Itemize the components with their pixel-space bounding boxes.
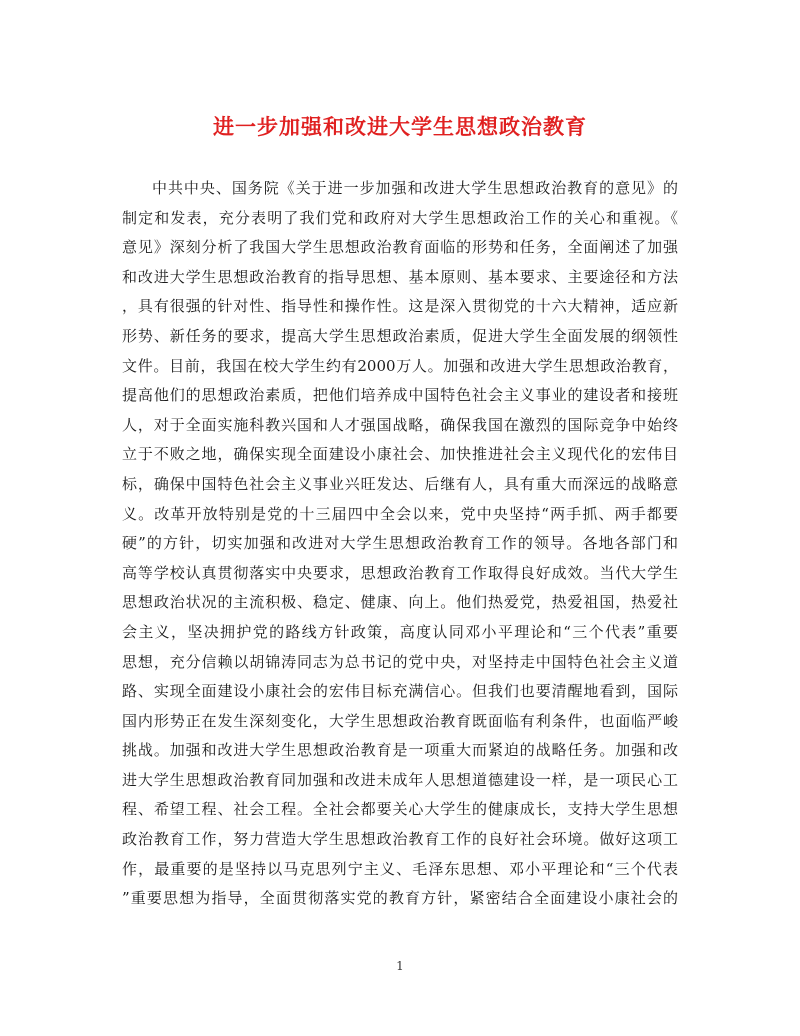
text-line: 程、希望工程、社会工程。全社会都要关心大学生的健康成长，支持大学生思想	[122, 800, 678, 819]
text-line: 提高他们的思想政治素质，把他们培养成中国特色社会主义事业的建设者和接班	[122, 386, 678, 405]
text-line: 标，确保中国特色社会主义事业兴旺发达、后继有人，具有重大而深远的战略意	[122, 474, 678, 493]
document-body	[122, 174, 678, 914]
text-line: 挑战。加强和改进大学生思想政治教育是一项重大而紧迫的战略任务。加强和改	[122, 741, 678, 760]
text-line: ，具有很强的针对性、指导性和操作性。这是深入贯彻党的十六大精神，适应新	[122, 297, 678, 316]
text-line: 政治教育工作，努力营造大学生思想政治教育工作的良好社会环境。做好这项工	[122, 830, 678, 849]
text-line: 硬”的方针，切实加强和改进对大学生思想政治教育工作的领导。各地各部门和	[122, 534, 678, 553]
text-line: 立于不败之地，确保实现全面建设小康社会、加快推进社会主义现代化的宏伟目	[122, 445, 678, 464]
text-line: 高等学校认真贯彻落实中央要求，思想政治教育工作取得良好成效。当代大学生	[122, 563, 678, 582]
text-line: 中共中央、国务院《关于进一步加强和改进大学生思想政治教育的意见》的	[152, 179, 678, 197]
text-line: 国内形势正在发生深刻变化，大学生思想政治教育既面临有利条件，也面临严峻	[122, 711, 678, 730]
text-line: 人，对于全面实施科教兴国和人才强国战略，确保我国在激烈的国际竞争中始终	[122, 415, 678, 434]
text-line: 意见》深刻分析了我国大学生思想政治教育面临的形势和任务，全面阐述了加强	[122, 238, 678, 257]
document-title: 进一步加强和改进大学生思想政治教育	[213, 114, 587, 139]
text-line: 作，最重要的是坚持以马克思列宁主义、毛泽东思想、邓小平理论和“三个代表	[122, 859, 678, 878]
page-number: 1	[396, 959, 404, 973]
text-line: 义。改革开放特别是党的十三届四中全会以来，党中央坚持“两手抓、两手都要	[122, 504, 678, 523]
text-line: 形势、新任务的要求，提高大学生思想政治素质，促进大学生全面发展的纲领性	[122, 326, 678, 345]
text-line: 文件。目前，我国在校大学生约有2000万人。加强和改进大学生思想政治教育，	[122, 356, 678, 375]
text-line: 思想政治状况的主流积极、稳定、健康、向上。他们热爱党，热爱祖国，热爱社	[122, 593, 678, 612]
text-line: 制定和发表，充分表明了我们党和政府对大学生思想政治工作的关心和重视。《	[122, 208, 678, 227]
text-line: 进大学生思想政治教育同加强和改进未成年人思想道德建设一样，是一项民心工	[122, 770, 678, 789]
text-line: 路、实现全面建设小康社会的宏伟目标充满信心。但我们也要清醒地看到，国际	[122, 682, 678, 701]
text-line: ”重要思想为指导，全面贯彻落实党的教育方针，紧密结合全面建设小康社会的	[122, 889, 678, 908]
text-line: 和改进大学生思想政治教育的指导思想、基本原则、基本要求、主要途径和方法	[122, 267, 678, 286]
text-line: 会主义，坚决拥护党的路线方针政策，高度认同邓小平理论和“三个代表”重要	[122, 622, 678, 641]
text-line: 思想，充分信赖以胡锦涛同志为总书记的党中央，对坚持走中国特色社会主义道	[122, 652, 678, 671]
